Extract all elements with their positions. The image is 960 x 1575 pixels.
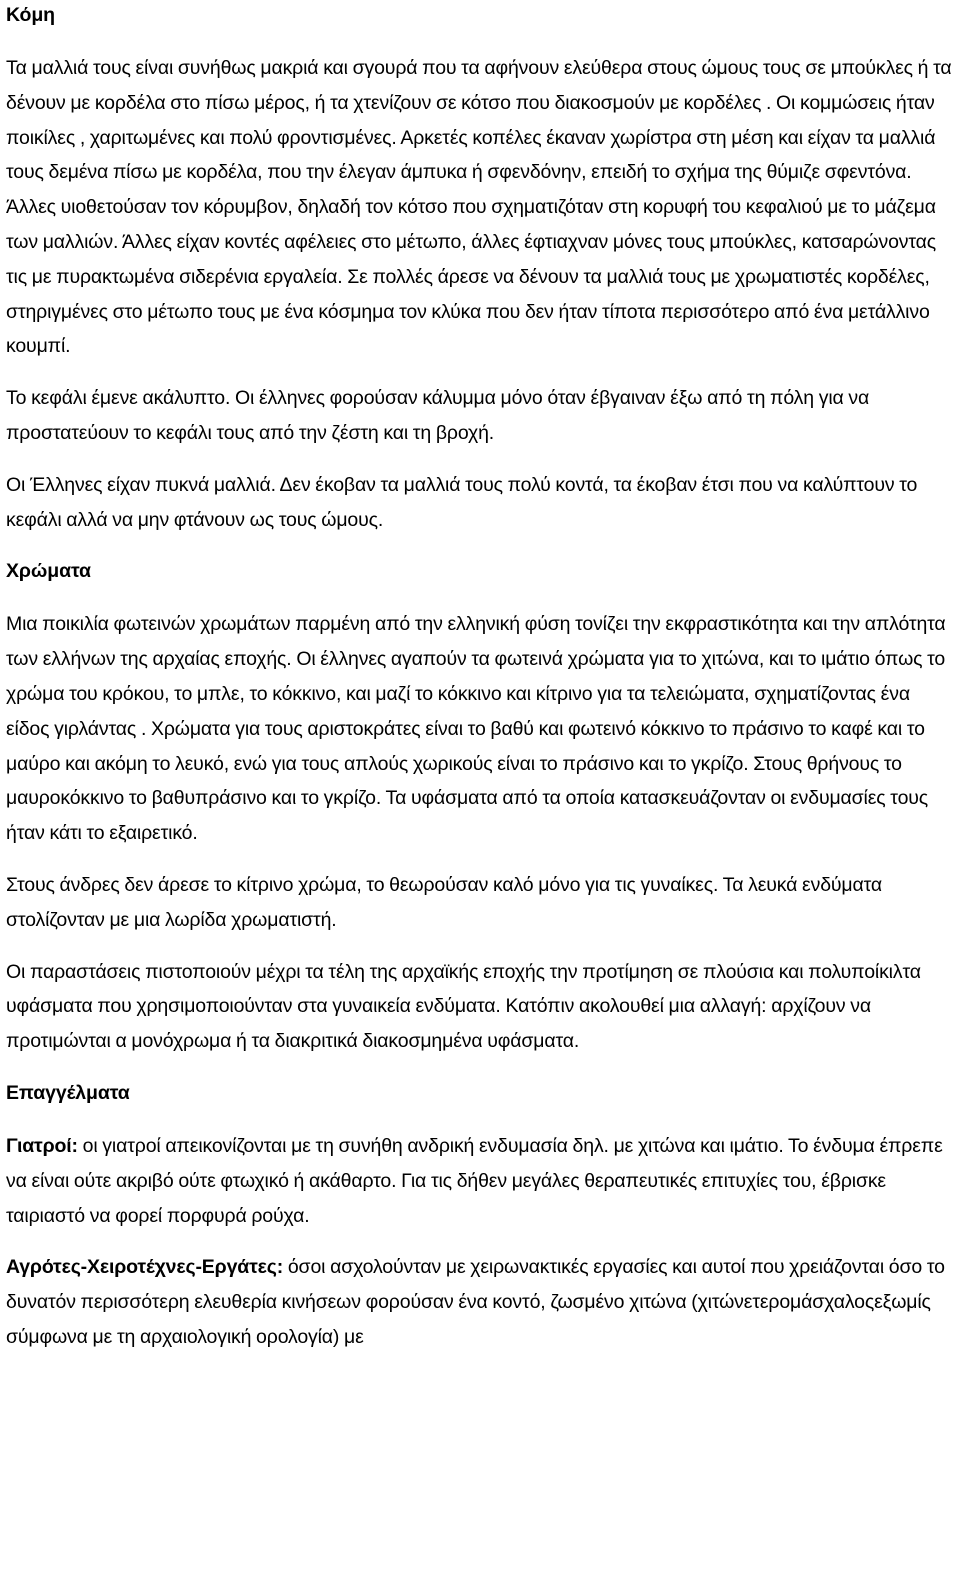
section-heading-colors: Χρώματα [6,560,91,583]
doctors-lead: Γιατροί: [6,1134,78,1157]
colors-paragraph-3: Οι παραστάσεις πιστοποιούν μέχρι τα τέλη της αρχαϊκής εποχής την προτίμηση σε πλούσια και πολυποίκιλτα υφάσματα που χρησιμοποιούνταν στα γυναικεία ενδύματα. Κατόπιν ακολουθεί μια αλλαγή: αρχίζουν να προτιμώνται α μονόχρωμα ή τα διακριτικά διακοσμημένα υφάσματα. [6,960,921,1053]
hair-paragraph-1: Τα μαλλιά τους είναι συνήθως μακριά και σγουρά που τα αφήνουν ελεύθερα στους ώμους τους σε μπούκλες ή τα δένουν με κορδέλα στο πίσω μέρος, ή τα χτενίζουν σε κότσο που διακοσμούν με κορδέλες . Οι κομμώσεις ήταν ποικίλες , χαριτωμένες και πολύ φροντισμένες. Αρκετές κοπέλες έκαναν χωρίστρα στη μέση και είχαν τα μαλλιά τους δεμένα πίσω με κορδέλα, που την έλεγαν άμπυκα ή σφενδόνην, επειδή το σχήμα της θύμιζε σφεντόνα. Άλλες υιοθετούσαν τον κόρυμβον, δηλαδή τον κότσο που σχηματιζόταν στη κορυφή του κεφαλιού με το μάζεμα των μαλλιών. Άλλες είχαν κοντές αφέλειες στο μέτωπο, άλλες έφτιαχναν μόνες τους μπούκλες, κατσαρώνοντας τις με πυρακτωμένα σιδερένια εργαλεία. Σε πολλές άρεσε να δένουν τα μαλλιά τους με χρωματιστές κορδέλες, στηριγμένες στο μέτωπο τους με ένα κόσμημα τον κλύκα που δεν ήταν τίποτα περισσότερο από ένα μετάλλινο κουμπί. [6,57,952,358]
doctors-paragraph [6,1129,954,1233]
hair-paragraph-3: Οι Έλληνες είχαν πυκνά μαλλιά. Δεν έκοβαν τα μαλλιά τους πολύ κοντά, τα έκοβαν έτσι που να καλύπτουν το κεφάλι αλλά να μην φτάνουν ως τους ώμους. [6,473,918,531]
doctors-text: οι γιατροί απεικονίζονται με τη συνήθη ανδρική ενδυμασία δηλ. με χιτώνα και ιμάτιο. Το ένδυμα έπρεπε να είναι ούτε ακριβό ούτε φτωχικό ή ακάθαρτο. Για τις δήθεν μεγάλες θεραπευτικές επιτυχίες του, έβρισκε ταιριαστό να φορεί πορφυρά ρούχα. [6,1134,943,1227]
section-heading-hair: Κόμη [6,4,55,26]
hair-paragraph-2: Το κεφάλι έμενε ακάλυπτο. Οι έλληνες φορούσαν κάλυμμα μόνο όταν έβγαιναν έξω από τη πόλη για να προστατεύουν το κεφάλι τους από την ζέστη και τη βροχή. [6,387,870,444]
document-page [6,0,954,1355]
section-heading-professions: Επαγγέλματα [6,1081,130,1104]
workers-lead: Αγρότες-Χειροτέχνες-Εργάτες: [6,1256,284,1279]
workers-paragraph [6,1250,954,1354]
colors-paragraph-1: Μια ποικιλία φωτεινών χρωμάτων παρμένη από την ελληνική φύση τονίζει την εκφραστικότητα και την απλότητα των ελλήνων της αρχαίας εποχής. Οι έλληνες αγαπούν τα φωτεινά χρώματα για το χιτώνα, και το ιμάτιο όπως το χρώμα του κρόκου, το μπλε, το κόκκινο, και μαζί το κόκκινο και κίτρινο για τα τελειώματα, σχηματίζοντας ένα είδος γιρλάντας . Χρώματα για τους αριστοκράτες είναι το βαθύ και φωτεινό κόκκινο το πράσινο το καφέ και το μαύρο και ακόμη το λευκό, ενώ για τους απλούς χωρικούς είναι το πράσινο και το γκρίζο. Στους θρήνους το μαυροκόκκινο το βαθυπράσινο και το γκρίζο. Τα υφάσματα από τα οποία κατασκευάζονταν οι ενδυμασίες τους ήταν κάτι το εξαιρετικό. [6,613,946,845]
colors-paragraph-2: Στους άνδρες δεν άρεσε το κίτρινο χρώμα, το θεωρούσαν καλό μόνο για τις γυναίκες. Τα λευκά ενδύματα στολίζονταν με μια λωρίδα χρωματιστή. [6,873,883,931]
workers-text: όσοι ασχολούνταν με χειρωνακτικές εργασίες και αυτοί που χρειάζονται όσο το δυνατόν περισσότερη ελευθερία κινήσεων φορούσαν ένα κοντό, ζωσμένο χιτώνα (χιτώνετερομάσχαλοςεξωμίς σύμφωνα με τη αρχαιολογική ορολογία) με [6,1256,945,1348]
